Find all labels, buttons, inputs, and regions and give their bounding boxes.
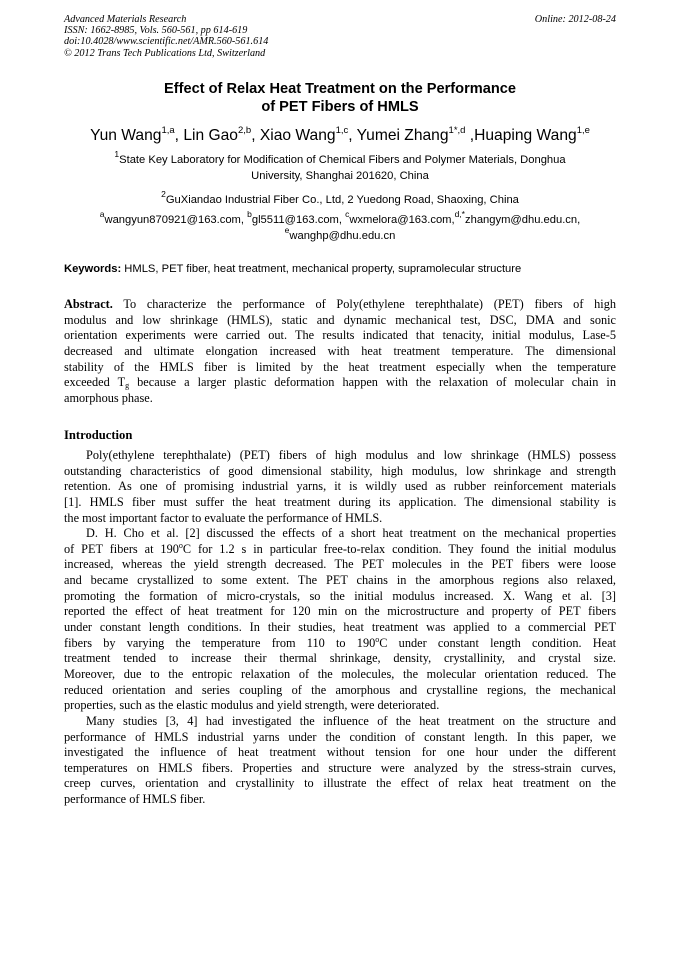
- intro-line: under constant length conditions. In their studies, heat treatment was applied to a commercial PET: [64, 620, 616, 635]
- abstract: [64, 297, 616, 406]
- intro-text: of PET fibers at 190: [64, 541, 179, 556]
- degree-symbol: o: [178, 540, 183, 550]
- aff-text: University, Shanghai 201620, China: [251, 169, 429, 182]
- email-link[interactable]: wanghp@dhu.edu.cn: [289, 229, 396, 242]
- intro-line: promoting the formation of micro-crystals, so the initial modulus increased. X. Wang et al. [3]: [64, 588, 616, 603]
- author-sup: 1*,d: [448, 125, 466, 136]
- abstract-line: decreased and ultimate elongation increased with heat treatment temperature. The dimensional: [64, 343, 616, 358]
- intro-line: creep curves, orientation and crystallinity to illustrate the effect of relax heat treatment on the: [64, 776, 616, 791]
- author-sup: 1,c: [335, 125, 349, 136]
- author-sep: ,: [348, 127, 357, 144]
- email-sup: c: [345, 209, 350, 219]
- author-sup: 1,a: [161, 125, 175, 136]
- paper-title: [64, 81, 616, 116]
- email-list: [64, 209, 616, 244]
- section-heading-introduction: Introduction: [64, 428, 133, 442]
- abstract-text: exceeded T: [64, 375, 126, 390]
- journal-name: Advanced Materials Research: [64, 14, 187, 25]
- intro-line: investigated the influence of heat treatment without tension for one hour under the different: [64, 745, 616, 760]
- doi-line: doi:10.4028/www.scientific.net/AMR.560-561.614: [64, 36, 269, 48]
- author-name: Yumei Zhang: [356, 127, 449, 144]
- intro-line: temperatures on HMLS fibers. Properties and structure were analyzed by the stress-strain curves,: [64, 760, 616, 775]
- email-link[interactable]: zhangym@dhu.edu.cn,: [465, 214, 581, 226]
- abstract-line: orientation experiments were carried out. The results indicated that tenacity, initial modulus, Lase-5: [64, 328, 616, 343]
- aff-sup: 1: [114, 149, 120, 159]
- intro-text: C for 1.2 s in particular free-to-relax condition. They found the initial modulus: [182, 541, 617, 556]
- email-link[interactable]: gl5511@163.com,: [251, 214, 346, 226]
- author-sep: ,: [174, 127, 184, 144]
- introduction-body: [64, 448, 616, 808]
- intro-line: reported the effect of heat treatment for 120 min on the microstructure and property of PET fibers: [64, 604, 616, 619]
- affiliation-2: [64, 189, 616, 209]
- online-date: Online: 2012-08-24: [534, 14, 616, 25]
- abstract-line: stability of the HMLS fiber is limited by the heat treatment especially when the temperature: [64, 359, 616, 374]
- intro-line: and became crystallized to some extent. The PET chains in the amorphous regions also relaxed,: [64, 573, 616, 588]
- email-sup: a: [99, 209, 105, 219]
- copyright-line: © 2012 Trans Tech Publications Ltd, Switzerland: [64, 47, 266, 59]
- intro-line: performance of HMLS fiber.: [64, 792, 206, 807]
- abstract-line: modulus and low shrinkage (HMLS), static and dynamic mechanical test, DSC, DMA and sonic: [64, 312, 616, 327]
- aff-text: State Key Laboratory for Modification of Chemical Fibers and Polymer Materials, Donghua: [119, 154, 566, 166]
- degree-symbol: o: [375, 634, 380, 644]
- intro-text: fibers by varying the temperature from 110 to 190: [64, 635, 376, 650]
- intro-line: reduced orientation and series coupling of the amorphous and crystalline regions, the mechanical: [64, 682, 616, 697]
- intro-line: retention. As one of promising industrial yarns, it is wildly used as rubber reinforcement materials: [64, 479, 616, 494]
- tg-subscript: g: [125, 381, 130, 391]
- intro-line: properties, such as the elastic modulus and yield strength, were deteriorated.: [64, 698, 440, 713]
- keywords: [64, 262, 624, 277]
- abstract-line: To characterize the performance of Poly(ethylene terephthalate) (PET) fibers of high: [112, 297, 616, 311]
- affiliation-1: [64, 149, 616, 184]
- intro-line: outstanding characteristics of good dimensional stability, high modulus, low shrinkage and strength: [64, 463, 616, 478]
- aff-sup: 2: [161, 189, 166, 199]
- abstract-line: [64, 375, 616, 391]
- email-link[interactable]: wxmelora@163.com,: [349, 214, 455, 226]
- abstract-text: because a larger plastic deformation happen with the relaxation of molecular chain in: [129, 375, 616, 390]
- author-name: Lin Gao: [183, 127, 238, 144]
- intro-line: increased, whereas the yield strength decreased. The PET molecules in the PET fibers were loose: [64, 557, 616, 572]
- intro-line: the most important factor to evaluate the performance of HMLS.: [64, 510, 383, 525]
- author-name: Huaping Wang: [474, 127, 577, 144]
- author-sup: 2,b: [237, 125, 252, 136]
- intro-line: [64, 542, 616, 558]
- keywords-text: HMLS, PET fiber, heat treatment, mechanical property, supramolecular structure: [121, 263, 522, 275]
- abstract-line: amorphous phase.: [64, 390, 153, 405]
- intro-line: Many studies [3, 4] had investigated the influence of the heat treatment on the structure and: [86, 713, 616, 728]
- author-name: Yun Wang: [90, 127, 162, 144]
- author-list: [40, 126, 640, 146]
- intro-line: [1]. HMLS fiber must suffer the heat treatment during its application. The dimensional stability is: [64, 494, 616, 509]
- author-sup: 1,e: [576, 125, 590, 136]
- intro-text: C under constant length condition. Heat: [379, 635, 616, 650]
- intro-line: [64, 636, 616, 652]
- title-line-2: of PET Fibers of HMLS: [261, 98, 419, 115]
- issn-line: ISSN: 1662-8985, Vols. 560-561, pp 614-619: [64, 25, 248, 37]
- title-line-1: Effect of Relax Heat Treatment on the Performance: [164, 81, 516, 97]
- intro-line: D. H. Cho et al. [2] discussed the effects of a short heat treatment on the mechanical properties: [86, 526, 616, 541]
- abstract-label: Abstract.: [64, 297, 113, 311]
- aff-text: GuXiandao Industrial Fiber Co., Ltd, 2 Yuedong Road, Shaoxing, China: [165, 194, 519, 206]
- keywords-label: Keywords:: [64, 263, 122, 275]
- intro-line: Poly(ethylene terephthalate) (PET) fibers of high modulus and low shrinkage (HMLS) possess: [86, 448, 616, 462]
- author-name: Xiao Wang: [259, 127, 336, 144]
- email-sup: b: [247, 209, 252, 219]
- intro-line: performance of HMLS industrial yarns under the condition of constant length. In this paper, we: [64, 729, 616, 744]
- email-link[interactable]: wangyun870921@163.com,: [104, 214, 248, 226]
- journal-header: [64, 14, 616, 59]
- email-sup: e: [284, 224, 290, 235]
- author-sep: ,: [251, 127, 260, 144]
- intro-line: Moreover, due to the entropic relaxation of the molecules, the molecular orientation reduced. The: [64, 666, 616, 681]
- author-sep: ,: [465, 127, 475, 144]
- email-sup: d,*: [454, 209, 465, 219]
- intro-line: treatment tended to increase their thermal shrinkage, density, crystallinity, and crystal size.: [64, 651, 616, 666]
